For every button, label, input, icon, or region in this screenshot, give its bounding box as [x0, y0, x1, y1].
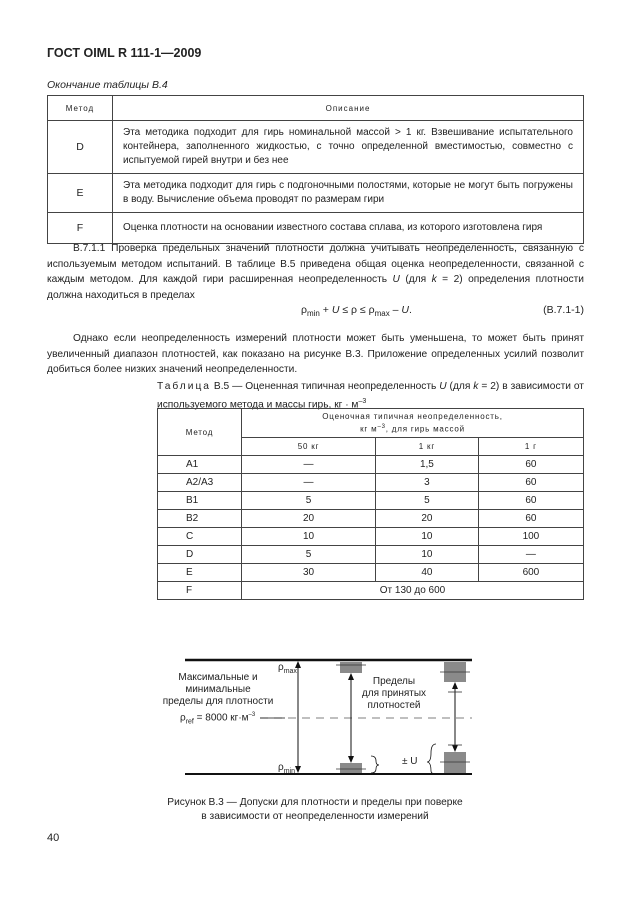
para-text: (для [399, 274, 432, 285]
table-row [48, 174, 584, 213]
paragraph-density-range: Однако если неопределенность измерений плотности может быть уменьшена, то может быть принят увеличенный диапазон плотностей, как показано на рисунке В.3. Приложение определенных усилий позволит добиться более низких значений неопределенности. [47, 333, 584, 375]
table-b5-subheader: 1 кг [376, 438, 479, 456]
description-cell: Эта методика подходит для гирь с подгоночными полостями, которые не могут быть погружены в воду. Вычисление объема проводят по размерам гири [113, 174, 584, 213]
table-row: F От 130 до 600 [158, 582, 584, 600]
table-b5-subheader: 1 г [478, 438, 583, 456]
table-row: D 5 10 — [158, 546, 584, 564]
formula-number: (B.7.1-1) [543, 304, 584, 316]
table-row [48, 121, 584, 174]
table-row: B2 20 20 60 [158, 510, 584, 528]
method-cell: F [48, 213, 113, 244]
rho-ref-label: $\rho_{ref} = 8000$ $кг\cdot м^{-3}$ [180, 712, 256, 726]
table-b5-subheader: 50 кг [242, 438, 376, 456]
density-limits-label: Максимальные и минимальные пределы для плотности [162, 672, 274, 707]
page-number: 40 [47, 832, 60, 844]
description-cell: Оценка плотности на основании известного состава сплава, из которого изготовлена гиря [113, 213, 584, 244]
method-cell: D [48, 121, 113, 174]
paragraph-b711 [47, 241, 584, 303]
table-row: C 10 10 100 [158, 528, 584, 546]
formula-expression: $\rho_{min} + U \le \rho \le \rho_{max} - U$. [301, 304, 412, 319]
rho-min-label: $\rho_{min}$ [278, 762, 295, 775]
figure-b3-caption: Рисунок В.3 — Допуски для плотности и пределы при поверке в зависимости от неопределенности измерений [167, 797, 463, 822]
method-cell: E [48, 174, 113, 213]
table-row: A2/A3 — 3 60 [158, 474, 584, 492]
plus-minus-u-label: ± U [402, 756, 418, 767]
document-header: ГОСТ OIML R 111-1—2009 [47, 46, 202, 60]
table-b5 [157, 408, 584, 600]
table-b4-header-method: Метод [48, 96, 113, 121]
symbol-u: U [392, 274, 400, 285]
table-row: E 30 40 600 [158, 564, 584, 582]
table-row [48, 213, 584, 244]
table-row: A1 — 1,5 60 [158, 456, 584, 474]
para-text: = 2) определения плотности должна находиться в пределах [47, 274, 585, 301]
description-cell: Эта методика подходит для гирь номинальной массой > 1 кг. Взвешивание испытательного контейнера, заполненного жидкостью, с точно определенной вместимостью, совместно с испытуемой гирей внутри и без нее [113, 121, 584, 174]
table-b5-header-method: Метод [158, 409, 242, 456]
accepted-limits-label: Пределы для принятых плотностей [361, 676, 427, 711]
table-b5-caption: Таблица В.5 — Оцененная типичная неопределенность U (для k = 2) в зависимости от используемого метода и массы гирь, кг · $м^{-3}$ [157, 381, 584, 411]
table-b4 [47, 95, 584, 244]
figure-b3 [150, 652, 490, 782]
table-b5-header-group: Оценочная типичная неопределенность, кг $м^{-3}$, для гирь массой [242, 409, 584, 438]
table-b4-header-description: Описание [113, 96, 584, 121]
rho-max-label: $\rho_{max}$ [278, 662, 297, 675]
table-row: B1 5 5 60 [158, 492, 584, 510]
table-b4-caption: Окончание таблицы В.4 [47, 79, 168, 91]
para-text: В.7.1.1 Проверка предельных значений плотности должна учитывать неопределенность, связанную с используемым методом испытаний. В таблице В.5 приведена общая оценка неопределенности, связанной с каждым методом. Для каждой гири расширенная неопределенность [47, 243, 584, 285]
symbol-k: k [431, 274, 437, 285]
